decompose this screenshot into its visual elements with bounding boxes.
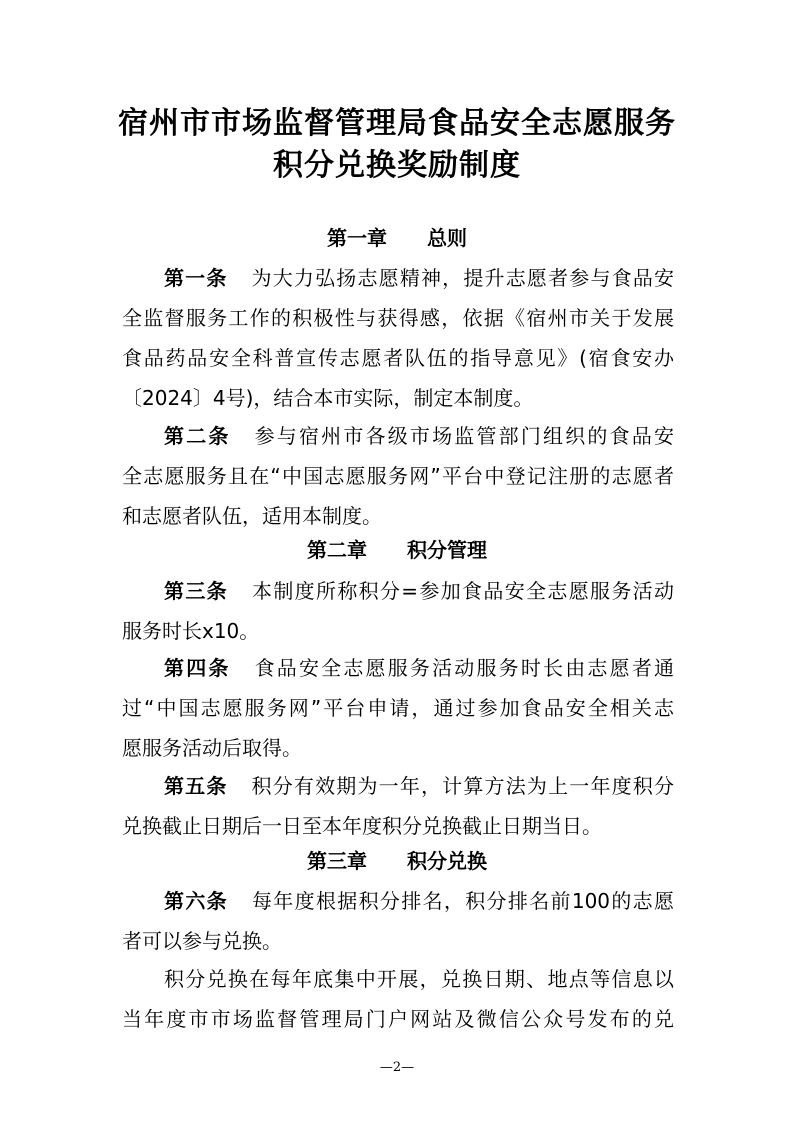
article-6-label: 第六条	[164, 889, 228, 913]
article-5-line-2: 兑换截止日期后一日至本年度积分兑换截止日期当日。	[122, 814, 602, 838]
article-1-line-4: 〔2024〕4号)，结合本市实际，制定本制度。	[122, 386, 534, 410]
article-6-text: 每年度根据积分排名，积分排名前100的志愿	[251, 889, 674, 913]
chapter-heading-1: 第一章 总则	[327, 226, 467, 250]
article-2-line-1	[164, 420, 674, 449]
article-1-text: 为大力弘扬志愿精神，提升志愿者参与食品安	[251, 266, 674, 290]
article-1-line-2: 全监督服务工作的积极性与获得感，依据《宿州市关于发展	[122, 306, 674, 330]
article-1-line-3: 食品药品安全科普宣传志愿者队伍的指导意见》(宿食安办	[122, 346, 674, 370]
article-3-line-2: 服务时长x10。	[122, 619, 260, 643]
article-3-line-1	[164, 575, 674, 604]
article-2-label: 第二条	[164, 424, 231, 448]
article-1-label: 第一条	[164, 266, 228, 290]
article-3-text: 本制度所称积分=参加食品安全志愿服务活动	[252, 579, 674, 603]
article-3-label: 第三条	[164, 579, 228, 603]
article-4-line-3: 愿服务活动后取得。	[122, 736, 302, 760]
article-5-label: 第五条	[164, 774, 228, 798]
chapter-heading-2: 第二章 积分管理	[307, 538, 487, 562]
article-5-text: 积分有效期为一年，计算方法为上一年度积分	[251, 774, 674, 798]
document-title-line-1: 宿州市市场监督管理局食品安全志愿服务	[118, 106, 676, 141]
paragraph-7-line-1: 积分兑换在每年底集中开展，兑换日期、地点等信息以	[164, 967, 674, 991]
article-2-line-2: 全志愿服务且在“中国志愿服务网”平台中登记注册的志愿者	[122, 464, 674, 488]
article-6-line-2: 者可以参与兑换。	[122, 929, 282, 953]
chapter-heading-3: 第三章 积分兑换	[307, 849, 487, 873]
article-4-line-2: 过“中国志愿服务网”平台申请，通过参加食品安全相关志	[122, 696, 674, 720]
paragraph-7-line-2: 当年度市市场监督管理局门户网站及微信公众号发布的兑	[122, 1007, 674, 1031]
article-4-line-1	[164, 652, 674, 681]
article-6-line-1	[164, 885, 674, 914]
article-2-line-3: 和志愿者队伍，适用本制度。	[122, 504, 382, 528]
article-4-label: 第四条	[164, 656, 231, 680]
article-2-text: 参与宿州市各级市场监管部门组织的食品安	[254, 424, 674, 448]
article-1-line-1	[164, 262, 674, 291]
article-4-text: 食品安全志愿服务活动服务时长由志愿者通	[254, 656, 674, 680]
article-5-line-1	[164, 770, 674, 799]
page-number: —2—	[379, 1060, 415, 1075]
document-title-line-2: 积分兑换奖励制度	[273, 148, 521, 183]
